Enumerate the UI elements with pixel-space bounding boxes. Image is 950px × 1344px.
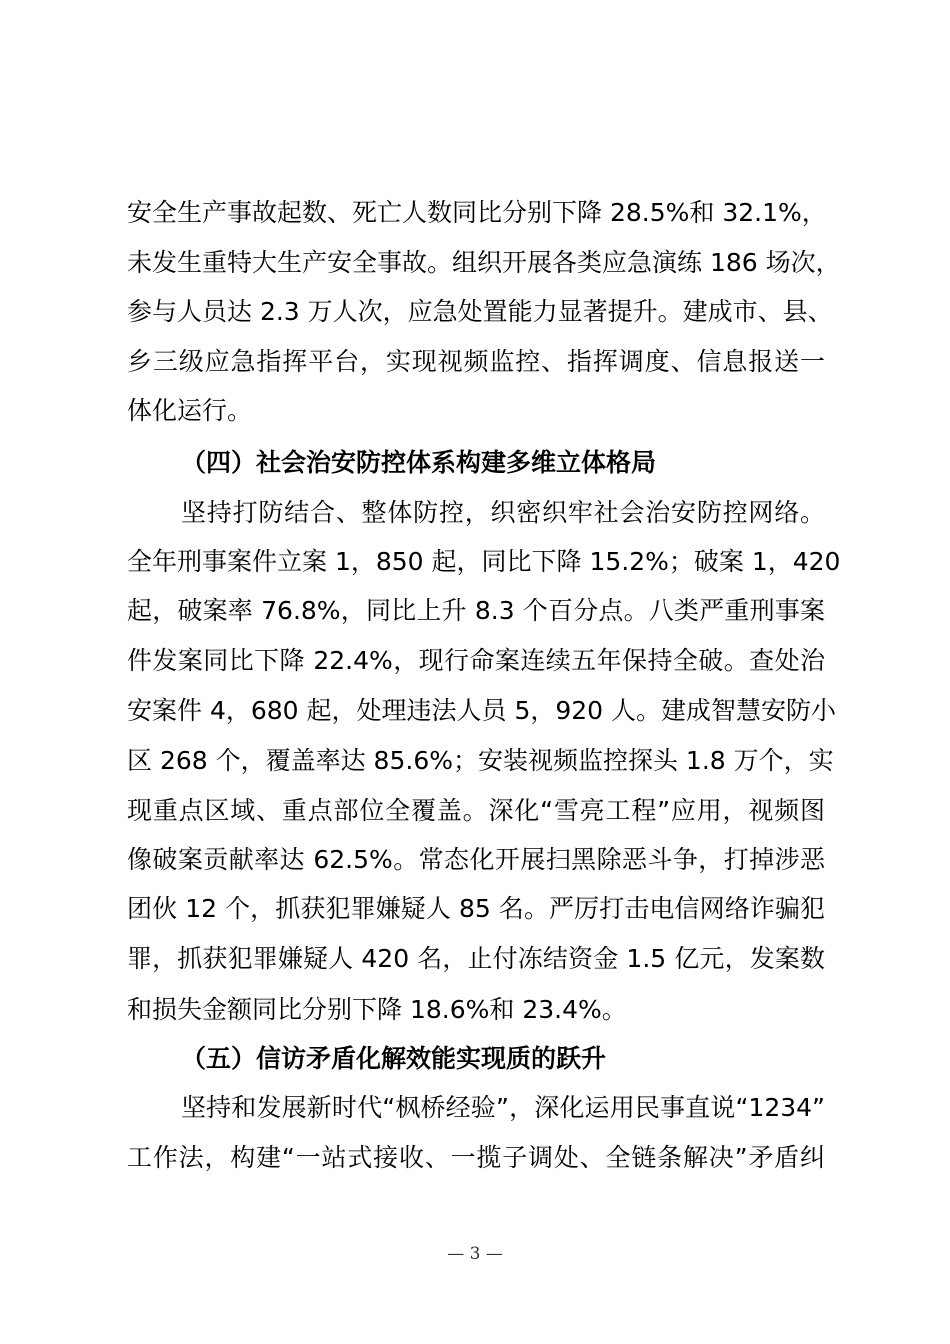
section-heading-4: （四）社会治安防控体系构建多维立体格局 (181, 448, 657, 477)
body-text-line: 和损失金额同比分别下降 18.6%和 23.4%。 (127, 995, 627, 1024)
body-text-line: 工作法，构建“一站式接收、一揽子调处、全链条解决”矛盾纠 (127, 1143, 825, 1172)
body-text-line: 现重点区域、重点部位全覆盖。深化“雪亮工程”应用，视频图 (127, 796, 825, 825)
body-text-line: 全年刑事案件立案 1，850 起，同比下降 15.2%；破案 1，420 (127, 547, 841, 576)
page-number: — 3 — (447, 1244, 503, 1264)
body-text-line: 起，破案率 76.8%，同比上升 8.3 个百分点。八类严重刑事案 (127, 596, 825, 625)
body-text-line: 未发生重特大生产安全事故。组织开展各类应急演练 186 场次， (127, 248, 841, 277)
body-text-line: 团伙 12 个，抓获犯罪嫌疑人 85 名。严厉打击电信网络诈骗犯 (127, 894, 825, 923)
body-text-line: 安全生产事故起数、死亡人数同比分别下降 28.5%和 32.1%， (127, 198, 827, 227)
body-text-line: 罪，抓获犯罪嫌疑人 420 名，止付冻结资金 1.5 亿元，发案数 (127, 944, 825, 973)
body-text-line: 像破案贡献率达 62.5%。常态化开展扫黑除恶斗争，打掉涉恶 (127, 845, 825, 874)
body-text-line: 坚持和发展新时代“枫桥经验”，深化运用民事直说“1234” (181, 1093, 825, 1122)
body-text-line: 坚持打防结合、整体防控，织密织牢社会治安防控网络。 (181, 498, 825, 527)
body-text-line: 件发案同比下降 22.4%，现行命案连续五年保持全破。查处治 (127, 646, 825, 675)
body-text-line: 体化运行。 (127, 396, 253, 425)
body-text-line: 参与人员达 2.3 万人次，应急处置能力显著提升。建成市、县、 (127, 297, 833, 326)
body-text-line: 安案件 4，680 起，处理违法人员 5，920 人。建成智慧安防小 (127, 696, 837, 725)
section-heading-5: （五）信访矛盾化解效能实现质的跃升 (181, 1044, 607, 1073)
body-text-line: 乡三级应急指挥平台，实现视频监控、指挥调度、信息报送一 (127, 347, 825, 376)
body-text-line: 区 268 个，覆盖率达 85.6%；安装视频监控探头 1.8 万个，实 (127, 746, 834, 775)
